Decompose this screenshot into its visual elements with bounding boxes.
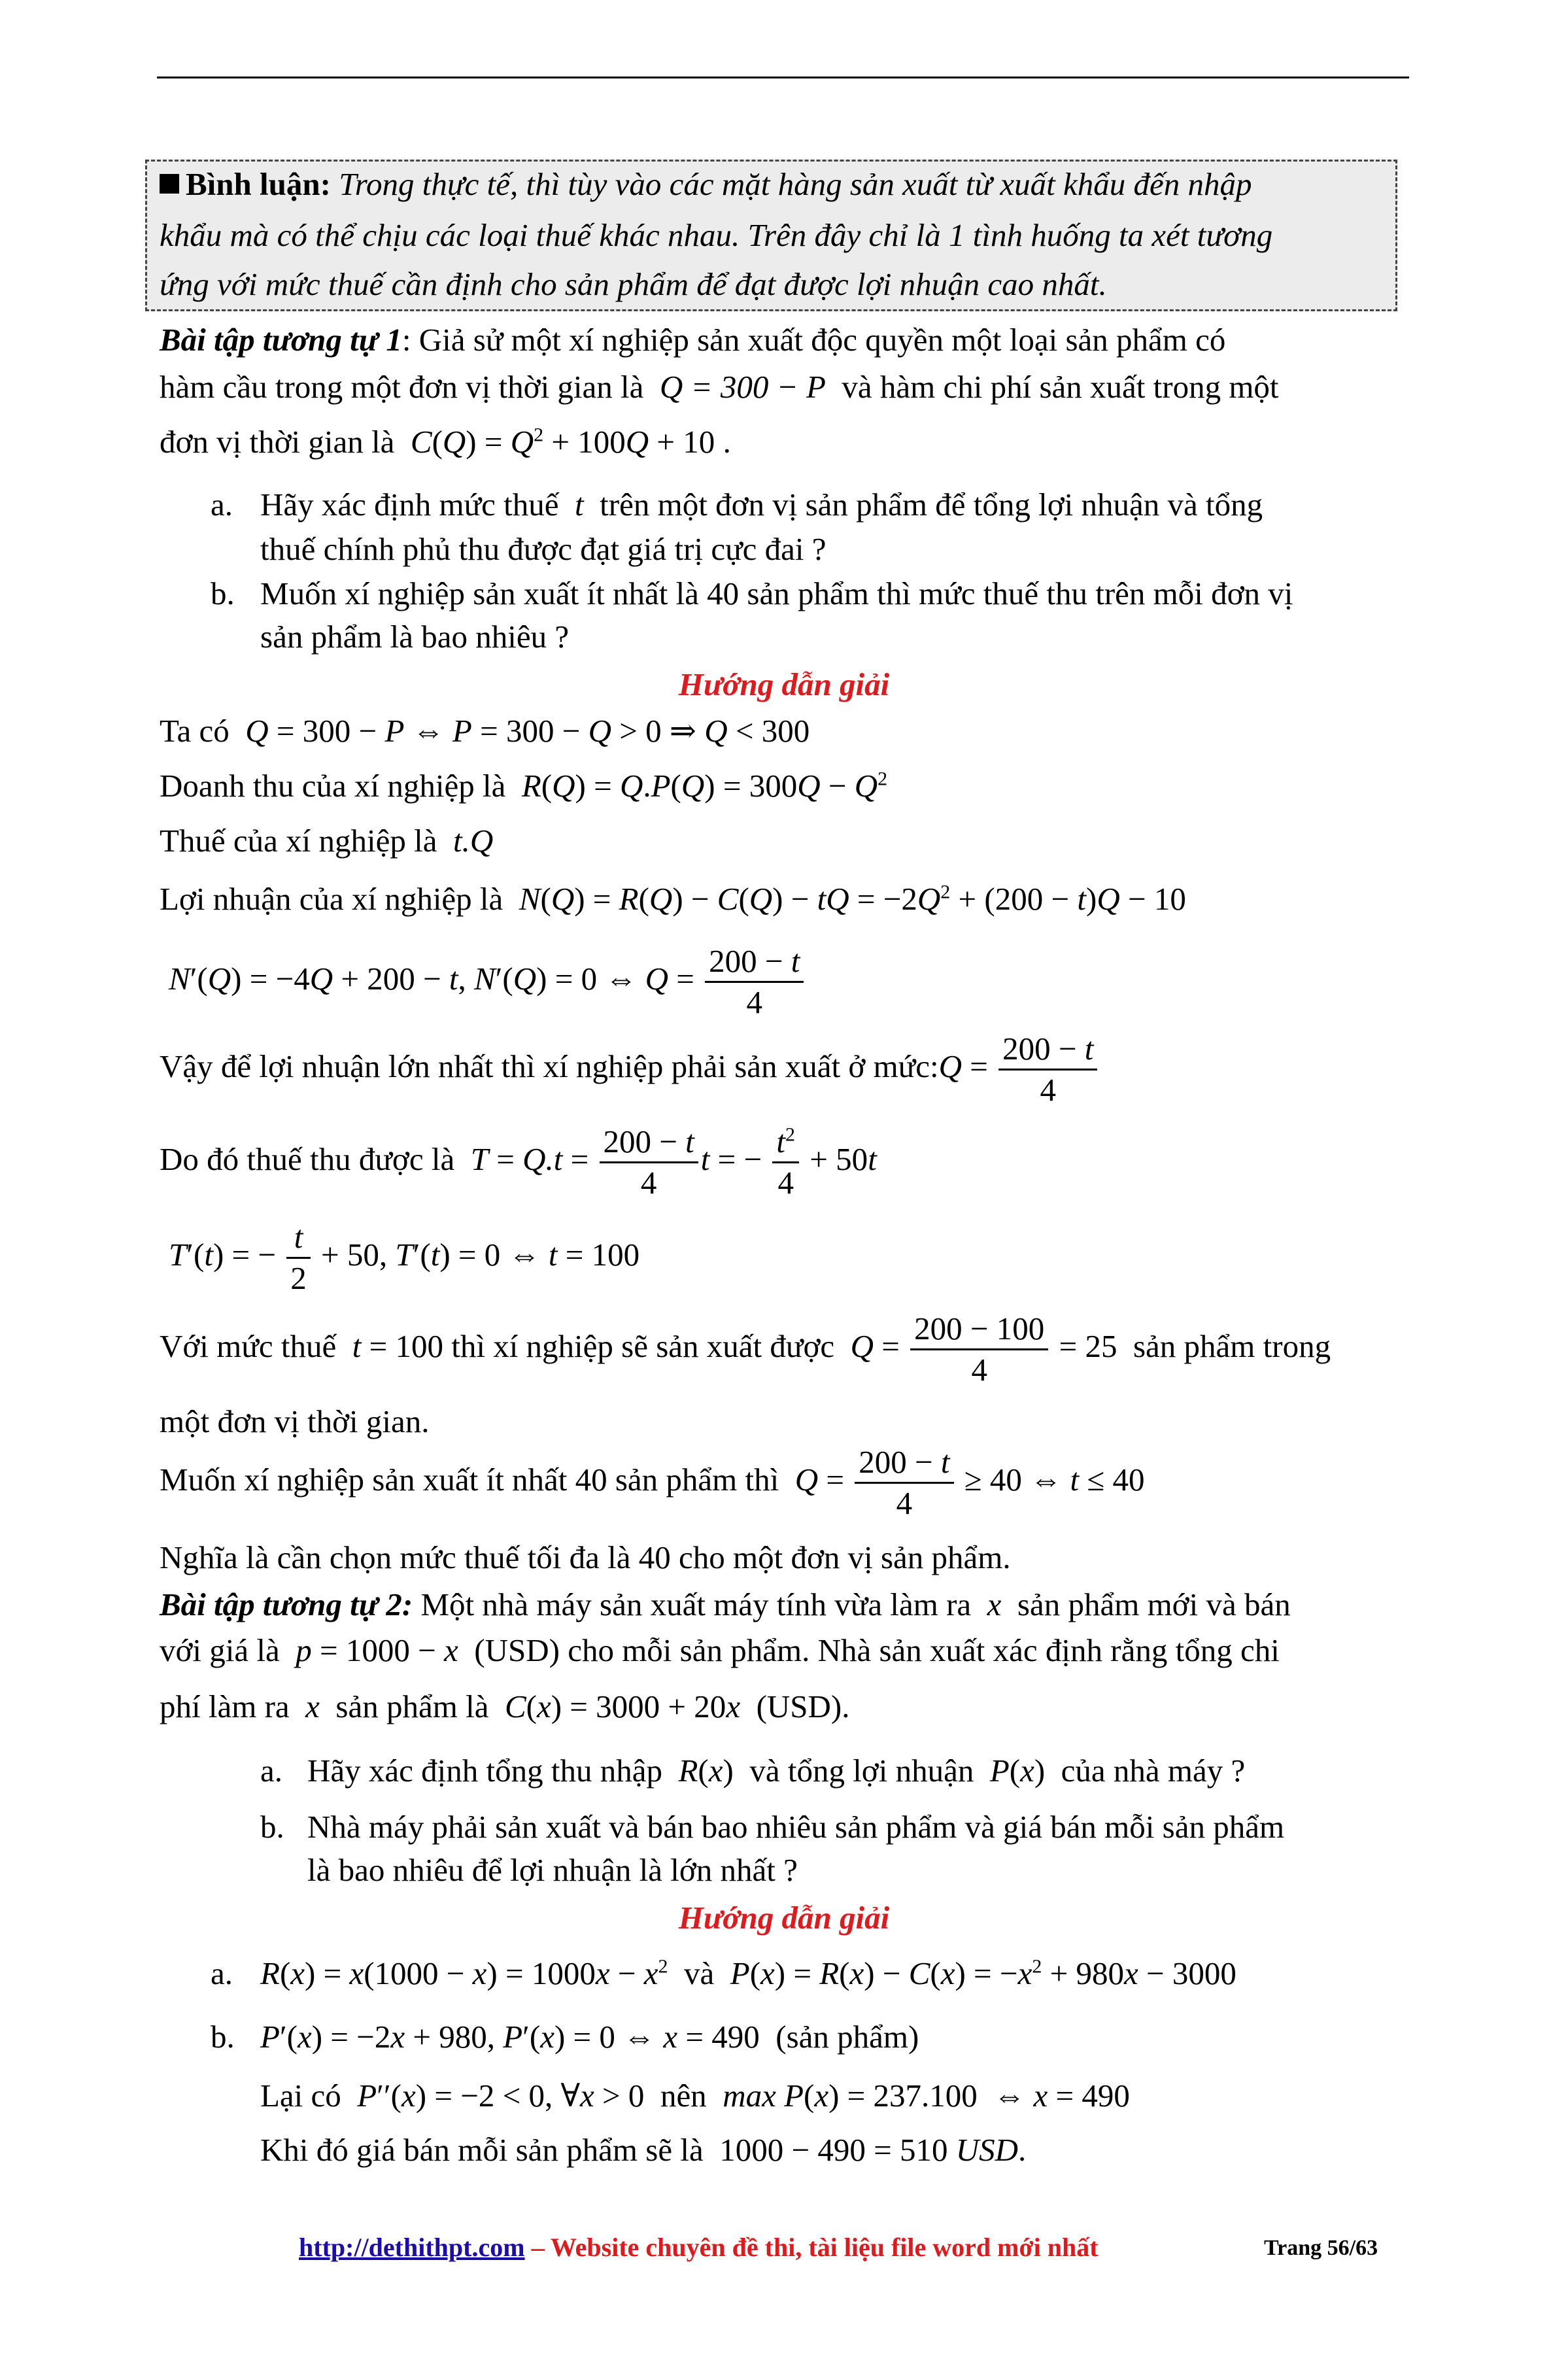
ex1-step-6: Vậy để lợi nhuận lớn nhất thì xí nghiệp phải sản xuất ở mức:Q = $\frac{200 - t}{4}$	[160, 1029, 1100, 1110]
ex2-line-1: Bài tập tương tự 2: Một nhà máy sản xuất máy tính vừa làm ra x sản phẩm mới và bán	[160, 1586, 1291, 1622]
ex2-ans-b: P′(x) = −2x + 980, P′(x) = 0 ⇔ x = 490 (sản phẩm)	[260, 2019, 919, 2055]
ex1-line-3: đơn vị thời gian là $C(Q) = Q^2 + 100Q + 10$ .	[160, 424, 731, 460]
ex1-step-1: Ta có Q = 300 − P ⇔ P = 300 − Q > 0 ⇒ Q < 300	[160, 713, 810, 749]
ex1-step-9: Với mức thuế t = 100 thì xí nghiệp sẽ sản xuất được Q = $\frac{200 - 100}{4}$ = 25 sản phẩm trong	[160, 1310, 1331, 1388]
ex1-step-11: Muốn xí nghiệp sản xuất ít nhất 40 sản phẩm thì Q = $\frac{200 - t}{4}$ ≥ 40 ⇔ t ≤ 40	[160, 1444, 1145, 1521]
ex1-step-10: một đơn vị thời gian.	[160, 1403, 430, 1439]
ex1-a-line-2: thuế chính phủ thu được đạt giá trị cực đai ?	[260, 531, 827, 567]
ex1-step-8: T′(t) = − $\frac{t}{2}$ + 50, T′(t) = 0 ⇔ t = 100	[169, 1219, 640, 1296]
ex1-b-label: b.	[211, 575, 235, 611]
ex1-line-1: Bài tập tương tự 1: Giả sử một xí nghiệp sản xuất độc quyền một loại sản phẩm có	[160, 322, 1226, 358]
footer	[299, 2226, 1099, 2267]
ex1-step-4: Lợi nhuận của xí nghiệp là N(Q) = R(Q) − C(Q) − tQ = $-2Q^2 + (200 - t)Q - 10$	[160, 881, 1186, 917]
footer-link[interactable]: http://dethithpt.com	[299, 2233, 525, 2262]
ex2-b-label: b.	[260, 1809, 284, 1845]
ex2-ans-c2: Khi đó giá bán mỗi sản phẩm sẽ là 1000 − 490 = 510 USD.	[260, 2132, 1027, 2168]
comment-line-2: khẩu mà có thể chịu các loại thuế khác nhau. Trên đây chỉ là 1 tình huống ta xét tương	[160, 217, 1273, 253]
comment-label: Bình luận:	[186, 166, 331, 202]
square-bullet-icon	[160, 174, 179, 194]
ex1-a-line-1: Hãy xác định mức thuế t trên một đơn vị sản phẩm để tổng lợi nhuận và tổng	[260, 487, 1263, 522]
ex1-step-12: Nghĩa là cần chọn mức thuế tối đa là 40 cho một đơn vị sản phẩm.	[160, 1539, 1011, 1575]
ex1-step-3: Thuế của xí nghiệp là t.Q	[160, 823, 494, 859]
ex2-guide-heading: Hướng dẫn giải	[678, 1900, 890, 1936]
ex1-step-2: Doanh thu của xí nghiệp là $R(Q) = Q.P(Q) = 300Q - Q^2$	[160, 768, 888, 804]
ex2-ans-c1: Lại có P′′(x) = −2 < 0, ∀x > 0 nên max P(x) = 237.100 ⇔ x = 490	[260, 2078, 1130, 2114]
ex2-a-line: Hãy xác định tổng thu nhập R(x) và tổng lợi nhuận P(x) của nhà máy ?	[307, 1753, 1246, 1789]
ex1-step-5: N′(Q) = −4Q + 200 − t, N′(Q) = 0 ⇔ Q = $\frac{200 - t}{4}$	[169, 942, 806, 1022]
ex2-b-line-2: là bao nhiêu để lợi nhuận là lớn nhất ?	[307, 1852, 798, 1888]
footer-text: – Website chuyên đề thi, tài liệu file word mới nhất	[524, 2233, 1099, 2262]
page-number: Trang 56/63	[1264, 2236, 1378, 2260]
ex1-title: Bài tập tương tự 1	[160, 322, 402, 358]
comment-line-3: ứng với mức thuế cần định cho sản phẩm để đạt được lợi nhuận cao nhất.	[160, 266, 1107, 302]
comment-line-1: Bình luận: Trong thực tế, thì tùy vào các mặt hàng sản xuất từ xuất khẩu đến nhập	[160, 165, 1252, 204]
ex1-guide-heading: Hướng dẫn giải	[678, 666, 890, 702]
ex1-step-7: Do đó thuế thu được là T = Q.t = $\frac{200 - t}{4}$ t = − $\frac{t^2}{4}$ + 50t	[160, 1123, 877, 1201]
ex2-line-2: với giá là p = 1000 − x (USD) cho mỗi sản phẩm. Nhà sản xuất xác định rằng tổng chi	[160, 1632, 1280, 1668]
ex1-a-label: a.	[211, 487, 233, 522]
ex2-ans-a-label: a.	[211, 1955, 233, 1991]
ex2-title: Bài tập tương tự 2:	[160, 1586, 413, 1622]
ex2-ans-a: $R(x) = x(1000 - x) = 1000x - x^2$ và $P(x) = R(x) - C(x) = -x^2 + 980x - 3000$	[260, 1955, 1236, 1991]
ex2-ans-b-label: b.	[211, 2019, 235, 2055]
ex2-line-3: phí làm ra x sản phẩm là C(x) = 3000 + 20x (USD).	[160, 1688, 850, 1724]
ex1-line-2: hàm cầu trong một đơn vị thời gian là Q = 300 − P và hàm chi phí sản xuất trong một	[160, 369, 1279, 405]
ex2-b-line-1: Nhà máy phải sản xuất và bán bao nhiêu sản phẩm và giá bán mỗi sản phẩm	[307, 1809, 1285, 1845]
header-rule	[157, 77, 1409, 78]
ex1-b-line-2: sản phẩm là bao nhiêu ?	[260, 619, 570, 655]
ex2-a-label: a.	[260, 1753, 282, 1789]
ex1-b-line-1: Muốn xí nghiệp sản xuất ít nhất là 40 sản phẩm thì mức thuế thu trên mỗi đơn vị	[260, 575, 1293, 611]
